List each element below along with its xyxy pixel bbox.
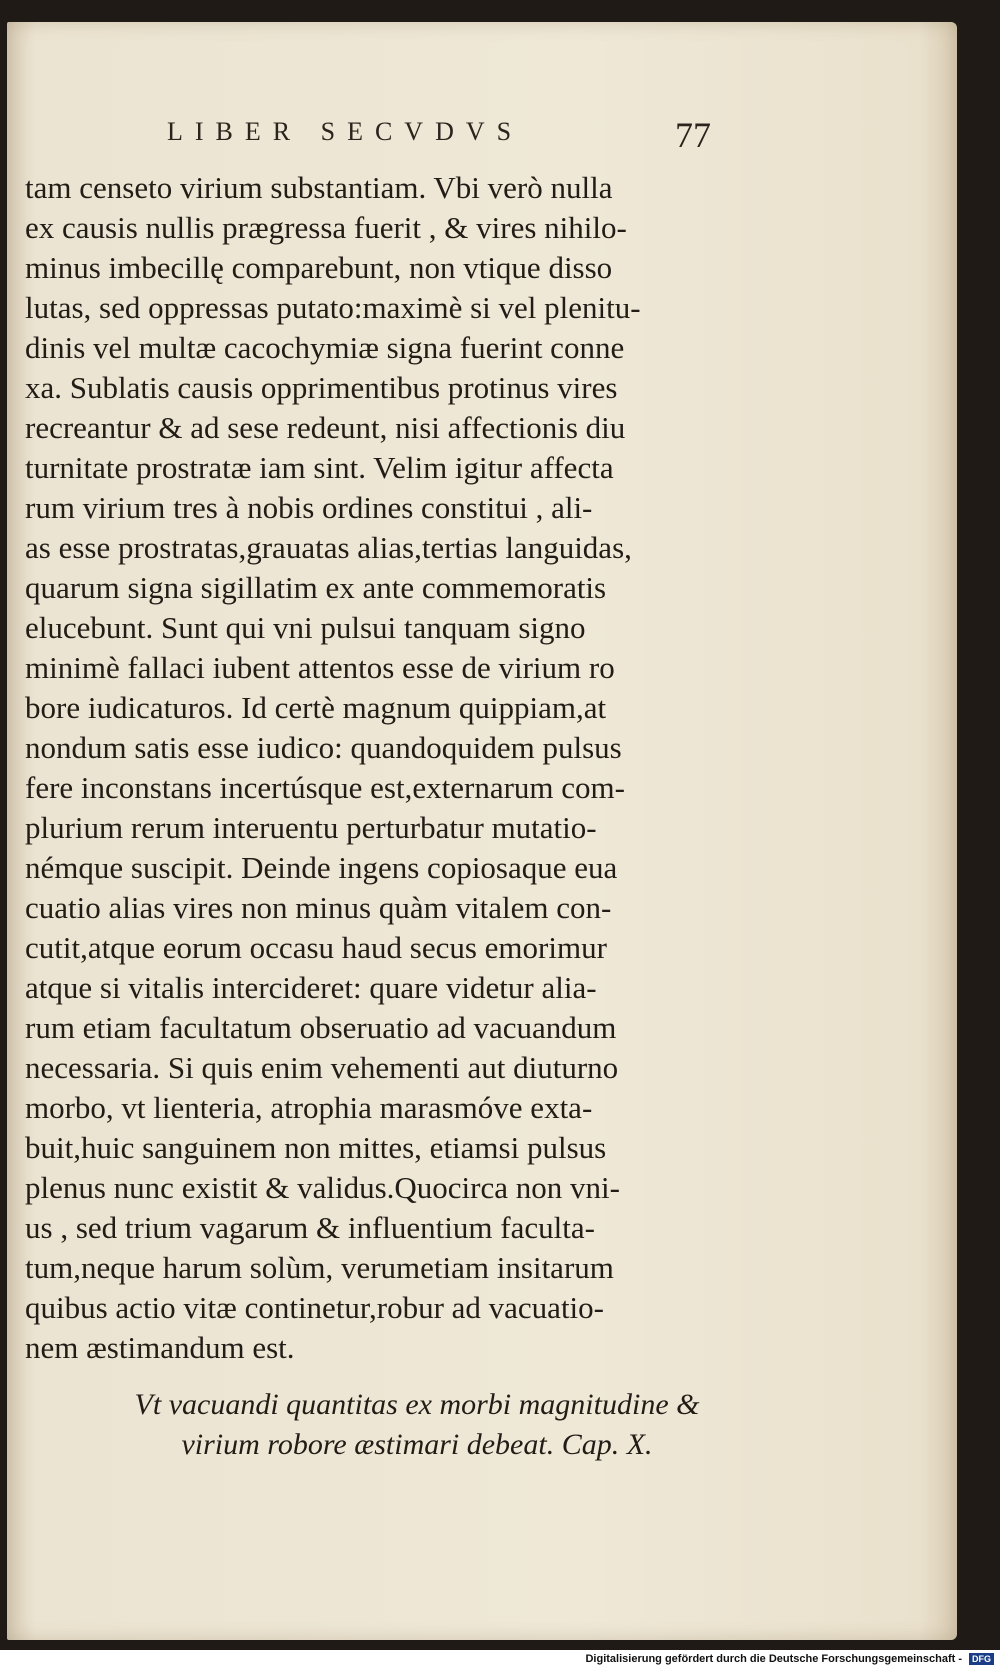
page-number: 77 bbox=[675, 115, 711, 155]
text-line: plenus nunc existit & validus.Quocirca non vni- bbox=[25, 1170, 620, 1205]
text-line: quibus actio vitæ continetur,robur ad vacuatio- bbox=[25, 1290, 604, 1325]
text-line: us , sed trium vagarum & influentium faculta- bbox=[25, 1210, 595, 1245]
text-line: némque suscipit. Deinde ingens copiosaque eua bbox=[25, 850, 618, 885]
text-line: turnitate prostratæ iam sint. Velim igitur affecta bbox=[25, 450, 614, 485]
text-line: dinis vel multæ cacochymiæ signa fuerint conne bbox=[25, 330, 625, 365]
text-line: recreantur & ad sese redeunt, nisi affectionis diu bbox=[25, 410, 626, 445]
text-line: minimè fallaci iubent attentos esse de virium ro bbox=[25, 650, 615, 685]
text-line: minus imbecillę comparebunt, non vtique disso bbox=[25, 250, 613, 285]
running-head: LIBER SECVDVS bbox=[167, 117, 524, 146]
text-line: necessaria. Si quis enim vehementi aut diuturno bbox=[25, 1050, 619, 1085]
text-line: quarum signa sigillatim ex ante commemoratis bbox=[25, 570, 607, 605]
text-line: atque si vitalis intercideret: quare videtur alia- bbox=[25, 970, 597, 1005]
text-line: nem æstimandum est. bbox=[25, 1330, 295, 1365]
text-line: lutas, sed oppressas putato:maximè si vel plenitu- bbox=[25, 290, 641, 325]
text-line: bore iudicaturos. Id certè magnum quippiam,at bbox=[25, 690, 607, 725]
body-text bbox=[25, 168, 725, 1368]
footer-credit: Digitalisierung gefördert durch die Deutsche Forschungsgemeinschaft - bbox=[585, 1653, 962, 1665]
text-line: cuatio alias vires non minus quàm vitalem con- bbox=[25, 890, 612, 925]
text-line: ex causis nullis prægressa fuerit , & vires nihilo- bbox=[25, 210, 627, 245]
text-line: nondum satis esse iudico: quandoquidem pulsus bbox=[25, 730, 622, 765]
dfg-logo: DFG bbox=[969, 1653, 994, 1665]
text-line: xa. Sublatis causis opprimentibus protinus vires bbox=[25, 370, 618, 405]
footer-bar bbox=[0, 1650, 1000, 1670]
text-line: tam censeto virium substantiam. Vbi verò nulla bbox=[25, 170, 613, 205]
text-line: cutit,atque eorum occasu haud secus emorimur bbox=[25, 930, 607, 965]
text-line: buit,huic sanguinem non mittes, etiamsi pulsus bbox=[25, 1130, 607, 1165]
text-line: plurium rerum interuentu perturbatur mutatio- bbox=[25, 810, 597, 845]
text-line: tum,neque harum solùm, verumetiam insitarum bbox=[25, 1250, 614, 1285]
caption-line: virium robore æstimari debeat. Cap. X. bbox=[181, 1428, 653, 1461]
caption-line: Vt vacuandi quantitas ex morbi magnitudine & bbox=[134, 1388, 700, 1421]
text-line: rum virium tres à nobis ordines constitui , ali- bbox=[25, 490, 593, 525]
text-line: morbo, vt lienteria, atrophia marasmóve exta- bbox=[25, 1090, 593, 1125]
book-page bbox=[7, 22, 957, 1640]
text-line: rum etiam facultatum obseruatio ad vacuandum bbox=[25, 1010, 617, 1045]
chapter-caption bbox=[87, 1385, 747, 1465]
text-line: as esse prostratas,grauatas alias,tertias languidas, bbox=[25, 530, 632, 565]
text-line: fere inconstans incertúsque est,externarum com- bbox=[25, 770, 625, 805]
text-line: elucebunt. Sunt qui vni pulsui tanquam signo bbox=[25, 610, 586, 645]
